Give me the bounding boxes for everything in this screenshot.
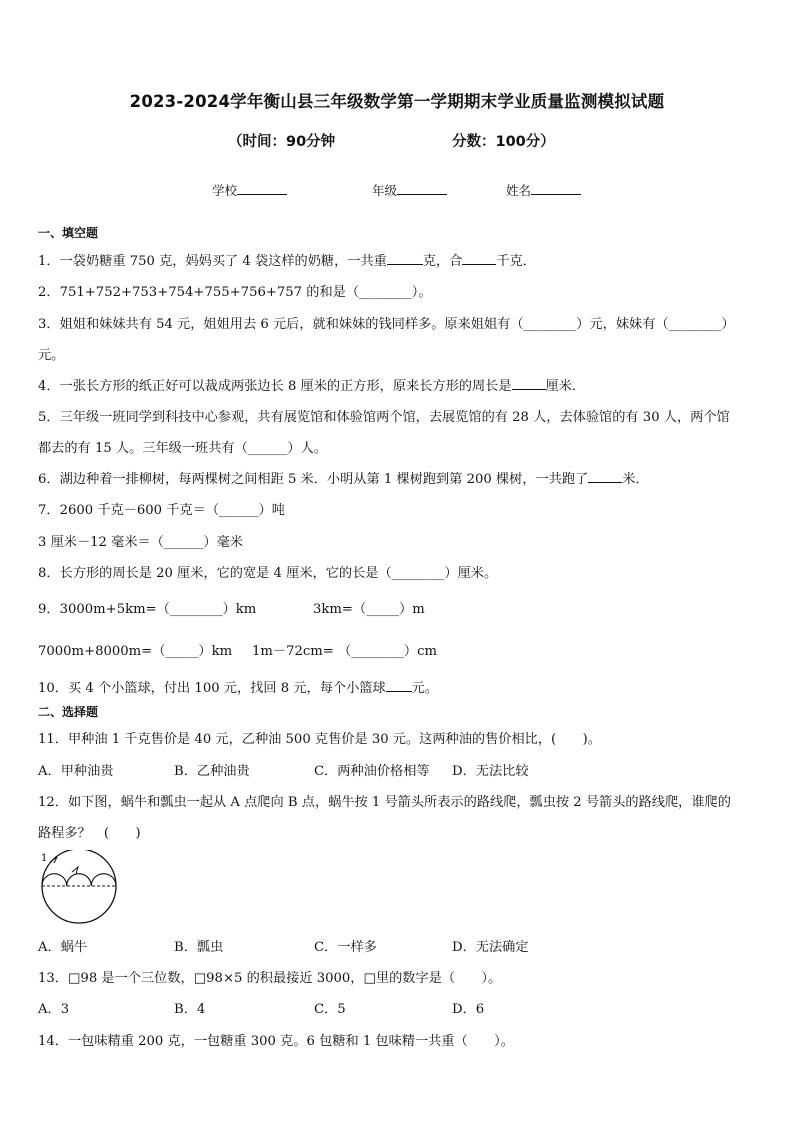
arrow-2-icon — [72, 867, 78, 874]
question-1-text-a: 1．一袋奶糖重 750 克，妈妈买了 4 袋这样的奶糖，一共重 — [38, 254, 387, 269]
question-12-option-c[interactable]: C．一样多 — [314, 940, 377, 955]
school-field — [212, 181, 287, 199]
question-13-option-d[interactable]: D．6 — [452, 1002, 485, 1017]
question-5-line-1: 5．三年级一班同学到科技中心参观，共有展览馆和体验馆两个馆，去展览馆的有 28 人，去体验馆的有 30 人，两个馆 — [38, 410, 730, 425]
question-6 — [38, 468, 649, 487]
question-11: 11．甲种油 1 千克售价是 40 元，乙种油 500 克售价是 30 元。这两种油的售价相比，( )。 — [38, 732, 601, 747]
question-1-text-c: 千克． — [496, 254, 536, 269]
question-12-line-1: 12．如下图，蜗牛和瓢虫一起从 A 点爬向 B 点，蜗牛按 1 号箭头所表示的路线爬，瓢虫按 2 号箭头的路线爬，谁爬的 — [38, 795, 731, 810]
question-12-line-2: 路程多？ ( ) — [38, 826, 141, 841]
section-choice-heading: 二、选择题 — [38, 705, 99, 719]
question-11-option-d[interactable]: D．无法比较 — [452, 764, 529, 779]
exam-score: 分数：100分） — [452, 134, 555, 150]
question-6-text-b: 米． — [622, 472, 649, 487]
question-5-line-2: 都去的有 15 人。三年级一班共有（______）人。 — [38, 441, 327, 456]
question-10 — [38, 677, 438, 696]
question-10-text-a: 10．买 4 个小篮球，付出 100 元，找回 8 元，每个小篮球 — [38, 681, 386, 696]
question-11-option-b[interactable]: B．乙种油贵 — [174, 764, 250, 779]
question-14: 14．一包味精重 200 克，一包糖重 300 克。6 包糖和 1 包味精一共重（ ）。 — [38, 1034, 514, 1049]
question-7-line-1: 7．2600 千克－600 千克＝（______）吨 — [38, 503, 285, 518]
school-blank[interactable] — [237, 182, 287, 195]
question-12-option-b[interactable]: B．瓢虫 — [174, 940, 224, 955]
figure-label: 1 — [41, 853, 48, 864]
question-10-text-b: 元。 — [411, 681, 439, 696]
name-label: 姓名 — [506, 183, 532, 198]
question-4 — [38, 375, 585, 394]
page-title: 2023-2024学年衡山县三年级数学第一学期期末学业质量监测模拟试题 — [129, 92, 665, 111]
question-12-option-a[interactable]: A．蜗牛 — [38, 940, 88, 955]
name-blank[interactable] — [531, 182, 581, 195]
question-10-blank[interactable] — [386, 679, 412, 692]
question-13: 13．□98 是一个三位数，□98×5 的积最接近 3000，□里的数字是（ ）。 — [38, 971, 502, 986]
question-3-line-2: 元。 — [38, 348, 65, 363]
question-9-part-b: 3km=（_____）m — [313, 602, 425, 617]
question-9-part-a: 9．3000m+5km=（________）km — [38, 602, 257, 617]
question-13-option-b[interactable]: B．4 — [174, 1002, 206, 1017]
school-label: 学校 — [212, 183, 238, 198]
question-3-line-1: 3．姐姐和妹妹共有 54 元，姐姐用去 6 元后，就和妹妹的钱同样多。原来姐姐有（________）元，妹妹有（________） — [38, 317, 735, 332]
question-6-blank[interactable] — [588, 470, 622, 483]
question-11-option-c[interactable]: C．两种油价格相等 — [314, 764, 430, 779]
question-1-blank-2[interactable] — [462, 252, 496, 265]
question-4-text-b: 厘米． — [545, 379, 586, 394]
question-9-part-d: 1m－72cm= （________）cm — [252, 644, 438, 659]
question-1-blank-1[interactable] — [387, 252, 423, 265]
question-11-option-a[interactable]: A．甲种油贵 — [38, 764, 114, 779]
question-12-figure — [38, 850, 128, 934]
question-6-text-a: 6．湖边种着一排柳树，每两棵树之间相距 5 米．小明从第 1 棵树跑到第 200 棵树，一共跑了 — [38, 472, 589, 487]
question-1-text-b: 克，合 — [422, 254, 463, 269]
small-semicircles — [42, 874, 116, 886]
question-4-blank[interactable] — [512, 377, 546, 390]
grade-field — [372, 181, 447, 199]
name-field — [506, 181, 581, 199]
question-13-option-a[interactable]: A．3 — [38, 1002, 70, 1017]
grade-blank[interactable] — [397, 182, 447, 195]
exam-time: （时间：90分钟 — [228, 134, 336, 150]
question-7-line-2: 3 厘米－12 毫米＝（______）毫米 — [38, 535, 243, 550]
grade-label: 年级 — [372, 183, 398, 198]
question-13-option-c[interactable]: C．5 — [314, 1002, 346, 1017]
question-9-part-c: 7000m+8000m=（_____）km — [38, 644, 233, 659]
big-circle — [42, 850, 116, 923]
circle-path-diagram — [38, 850, 128, 930]
section-fill-heading: 一、填空题 — [38, 226, 99, 240]
question-1 — [38, 250, 536, 269]
question-12-option-d[interactable]: D．无法确定 — [452, 940, 529, 955]
question-4-text-a: 4．一张长方形的纸正好可以裁成两张边长 8 厘米的正方形，原来长方形的周长是 — [38, 379, 512, 394]
question-8: 8．长方形的周长是 20 厘米，它的宽是 4 厘米，它的长是（________）厘米。 — [38, 566, 498, 581]
question-2: 2．751+752+753+754+755+756+757 的和是（________）。 — [38, 285, 432, 300]
